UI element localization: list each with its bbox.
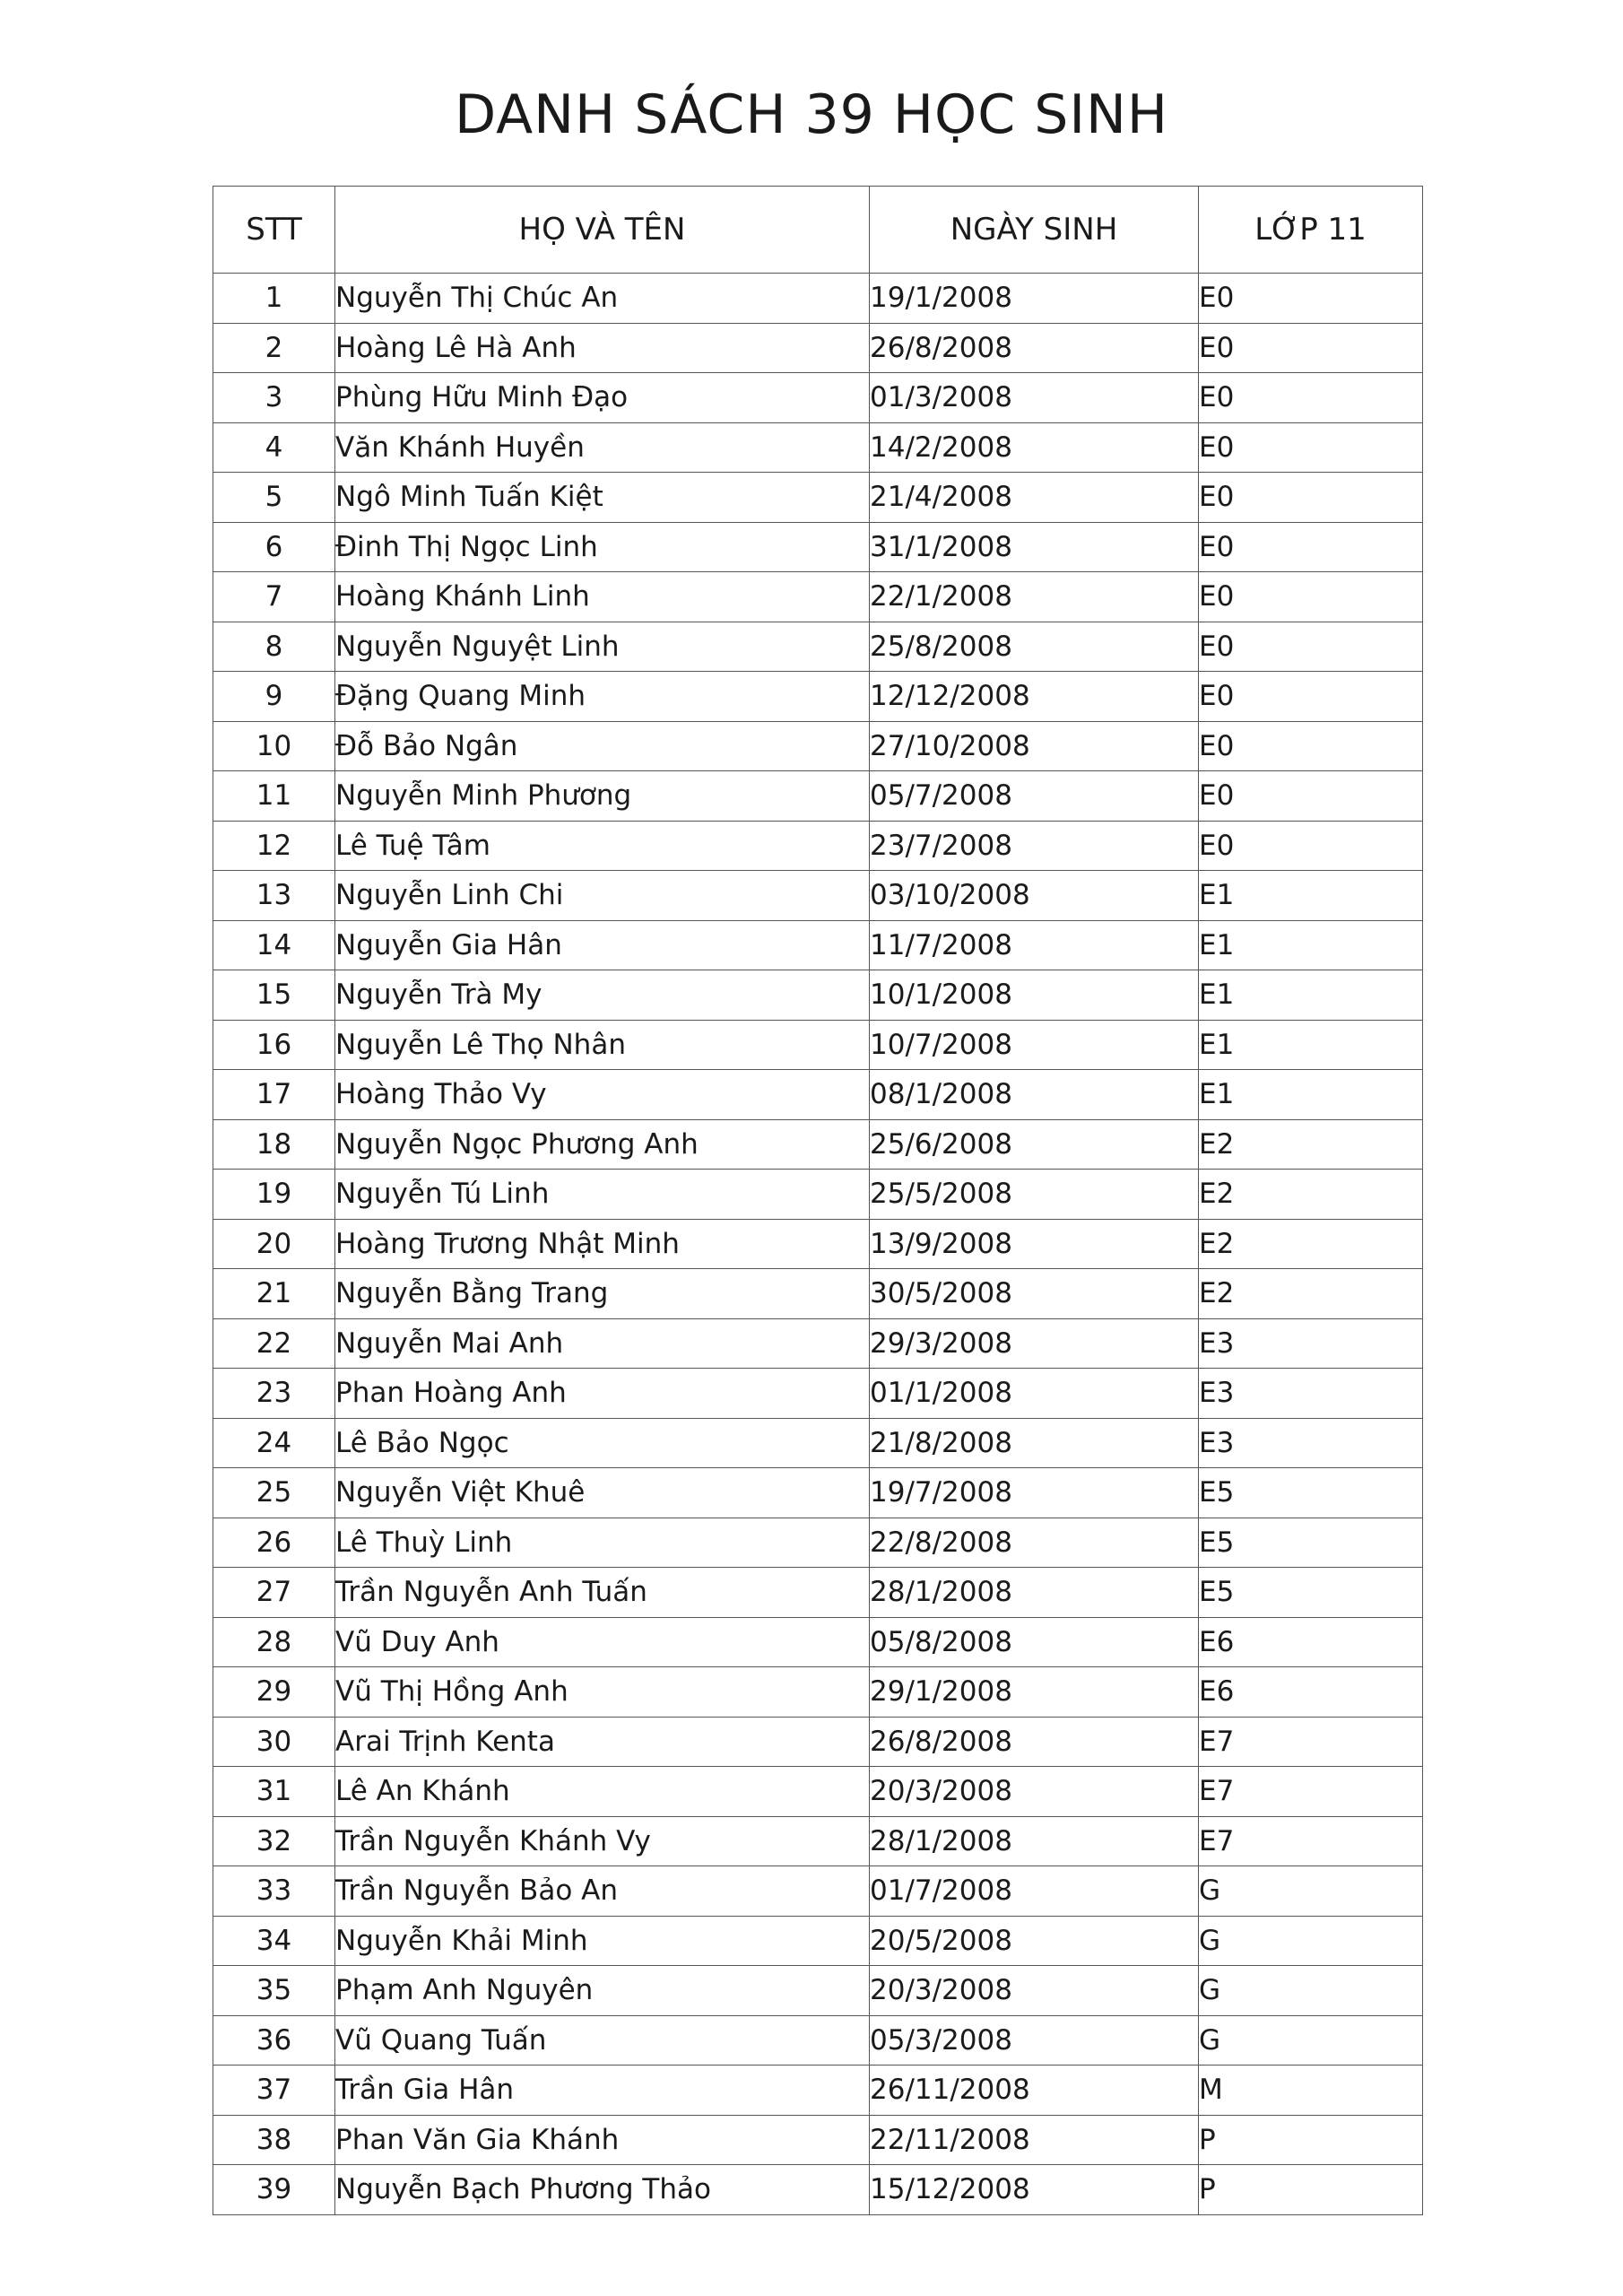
cell-date-of-birth: 28/1/2008 xyxy=(870,1816,1199,1866)
cell-class: E0 xyxy=(1199,672,1423,722)
table-row xyxy=(213,672,1423,722)
cell-class: E1 xyxy=(1199,1020,1423,1070)
cell-date-of-birth: 10/1/2008 xyxy=(870,970,1199,1021)
table-row xyxy=(213,572,1423,622)
cell-stt: 2 xyxy=(213,323,335,373)
cell-full-name: Nguyễn Thị Chúc An xyxy=(335,274,870,324)
cell-stt: 4 xyxy=(213,422,335,473)
cell-full-name: Nguyễn Khải Minh xyxy=(335,1916,870,1966)
cell-stt: 3 xyxy=(213,373,335,423)
cell-date-of-birth: 05/8/2008 xyxy=(870,1617,1199,1667)
table-row xyxy=(213,422,1423,473)
table-header-row xyxy=(213,187,1423,274)
cell-stt: 9 xyxy=(213,672,335,722)
cell-date-of-birth: 25/8/2008 xyxy=(870,622,1199,672)
table-row xyxy=(213,1667,1423,1718)
cell-class: E5 xyxy=(1199,1518,1423,1568)
cell-full-name: Đinh Thị Ngọc Linh xyxy=(335,522,870,572)
cell-stt: 34 xyxy=(213,1916,335,1966)
cell-full-name: Nguyễn Linh Chi xyxy=(335,871,870,921)
cell-stt: 12 xyxy=(213,821,335,871)
cell-class: E5 xyxy=(1199,1568,1423,1618)
table-row xyxy=(213,1816,1423,1866)
cell-date-of-birth: 19/1/2008 xyxy=(870,274,1199,324)
cell-date-of-birth: 11/7/2008 xyxy=(870,920,1199,970)
cell-full-name: Trần Nguyễn Anh Tuấn xyxy=(335,1568,870,1618)
cell-stt: 8 xyxy=(213,622,335,672)
cell-class: E1 xyxy=(1199,1070,1423,1120)
cell-class: E0 xyxy=(1199,522,1423,572)
cell-date-of-birth: 05/7/2008 xyxy=(870,771,1199,822)
table-header xyxy=(213,187,1423,274)
cell-stt: 13 xyxy=(213,871,335,921)
cell-full-name: Trần Gia Hân xyxy=(335,2066,870,2116)
table-row xyxy=(213,1219,1423,1269)
cell-stt: 6 xyxy=(213,522,335,572)
cell-date-of-birth: 21/8/2008 xyxy=(870,1418,1199,1468)
table-row xyxy=(213,274,1423,324)
cell-date-of-birth: 29/3/2008 xyxy=(870,1318,1199,1369)
cell-stt: 25 xyxy=(213,1468,335,1518)
cell-class: E0 xyxy=(1199,422,1423,473)
cell-date-of-birth: 27/10/2008 xyxy=(870,721,1199,771)
cell-class: E0 xyxy=(1199,473,1423,523)
table-row xyxy=(213,1518,1423,1568)
table-row xyxy=(213,2165,1423,2215)
cell-date-of-birth: 22/1/2008 xyxy=(870,572,1199,622)
cell-full-name: Nguyễn Bạch Phương Thảo xyxy=(335,2165,870,2215)
table-row xyxy=(213,1119,1423,1170)
cell-class: G xyxy=(1199,1966,1423,2016)
cell-stt: 37 xyxy=(213,2066,335,2116)
cell-stt: 17 xyxy=(213,1070,335,1120)
cell-full-name: Phan Hoàng Anh xyxy=(335,1369,870,1419)
cell-date-of-birth: 23/7/2008 xyxy=(870,821,1199,871)
cell-class: E0 xyxy=(1199,721,1423,771)
cell-full-name: Lê Thuỳ Linh xyxy=(335,1518,870,1568)
table-row xyxy=(213,821,1423,871)
cell-full-name: Phan Văn Gia Khánh xyxy=(335,2115,870,2165)
table-row xyxy=(213,2115,1423,2165)
cell-full-name: Đặng Quang Minh xyxy=(335,672,870,722)
cell-stt: 18 xyxy=(213,1119,335,1170)
cell-class: E0 xyxy=(1199,323,1423,373)
cell-stt: 27 xyxy=(213,1568,335,1618)
table-row xyxy=(213,323,1423,373)
cell-full-name: Nguyễn Tú Linh xyxy=(335,1170,870,1220)
cell-stt: 5 xyxy=(213,473,335,523)
table-row xyxy=(213,1468,1423,1518)
cell-date-of-birth: 22/11/2008 xyxy=(870,2115,1199,2165)
cell-date-of-birth: 29/1/2008 xyxy=(870,1667,1199,1718)
cell-stt: 21 xyxy=(213,1269,335,1319)
table-row xyxy=(213,1070,1423,1120)
cell-stt: 10 xyxy=(213,721,335,771)
cell-class: E1 xyxy=(1199,970,1423,1021)
cell-date-of-birth: 25/6/2008 xyxy=(870,1119,1199,1170)
cell-full-name: Nguyễn Ngọc Phương Anh xyxy=(335,1119,870,1170)
cell-full-name: Văn Khánh Huyền xyxy=(335,422,870,473)
cell-full-name: Trần Nguyễn Bảo An xyxy=(335,1866,870,1917)
cell-class: E2 xyxy=(1199,1170,1423,1220)
cell-stt: 26 xyxy=(213,1518,335,1568)
table-row xyxy=(213,622,1423,672)
cell-date-of-birth: 03/10/2008 xyxy=(870,871,1199,921)
cell-date-of-birth: 21/4/2008 xyxy=(870,473,1199,523)
cell-class: E0 xyxy=(1199,821,1423,871)
cell-stt: 19 xyxy=(213,1170,335,1220)
cell-full-name: Đỗ Bảo Ngân xyxy=(335,721,870,771)
cell-stt: 22 xyxy=(213,1318,335,1369)
cell-date-of-birth: 25/5/2008 xyxy=(870,1170,1199,1220)
cell-class: P xyxy=(1199,2115,1423,2165)
cell-full-name: Vũ Thị Hồng Anh xyxy=(335,1667,870,1718)
table-row xyxy=(213,871,1423,921)
cell-class: E0 xyxy=(1199,771,1423,822)
cell-stt: 14 xyxy=(213,920,335,970)
cell-class: E0 xyxy=(1199,622,1423,672)
cell-full-name: Ngô Minh Tuấn Kiệt xyxy=(335,473,870,523)
cell-date-of-birth: 22/8/2008 xyxy=(870,1518,1199,1568)
table-row xyxy=(213,373,1423,423)
table-row xyxy=(213,2066,1423,2116)
cell-full-name: Lê An Khánh xyxy=(335,1767,870,1817)
table-row xyxy=(213,1866,1423,1917)
cell-stt: 36 xyxy=(213,2015,335,2066)
cell-class: E7 xyxy=(1199,1717,1423,1767)
cell-stt: 28 xyxy=(213,1617,335,1667)
cell-date-of-birth: 08/1/2008 xyxy=(870,1070,1199,1120)
header-date-of-birth: NGÀY SINH xyxy=(870,187,1199,274)
cell-stt: 29 xyxy=(213,1667,335,1718)
table-row xyxy=(213,1717,1423,1767)
cell-stt: 16 xyxy=(213,1020,335,1070)
cell-full-name: Hoàng Khánh Linh xyxy=(335,572,870,622)
cell-stt: 11 xyxy=(213,771,335,822)
table-row xyxy=(213,1617,1423,1667)
cell-date-of-birth: 13/9/2008 xyxy=(870,1219,1199,1269)
cell-date-of-birth: 26/8/2008 xyxy=(870,1717,1199,1767)
cell-class: M xyxy=(1199,2066,1423,2116)
cell-stt: 20 xyxy=(213,1219,335,1269)
table-row xyxy=(213,1418,1423,1468)
table-row xyxy=(213,771,1423,822)
cell-stt: 15 xyxy=(213,970,335,1021)
cell-full-name: Arai Trịnh Kenta xyxy=(335,1717,870,1767)
cell-full-name: Nguyễn Việt Khuê xyxy=(335,1468,870,1518)
table-row xyxy=(213,1170,1423,1220)
table-row xyxy=(213,1369,1423,1419)
table-row xyxy=(213,2015,1423,2066)
cell-date-of-birth: 20/5/2008 xyxy=(870,1916,1199,1966)
cell-date-of-birth: 15/12/2008 xyxy=(870,2165,1199,2215)
cell-date-of-birth: 20/3/2008 xyxy=(870,1767,1199,1817)
cell-date-of-birth: 31/1/2008 xyxy=(870,522,1199,572)
cell-class: E7 xyxy=(1199,1816,1423,1866)
cell-full-name: Lê Bảo Ngọc xyxy=(335,1418,870,1468)
cell-stt: 31 xyxy=(213,1767,335,1817)
cell-stt: 30 xyxy=(213,1717,335,1767)
cell-date-of-birth: 30/5/2008 xyxy=(870,1269,1199,1319)
cell-date-of-birth: 01/1/2008 xyxy=(870,1369,1199,1419)
table-row xyxy=(213,473,1423,523)
cell-full-name: Nguyễn Lê Thọ Nhân xyxy=(335,1020,870,1070)
cell-class: E6 xyxy=(1199,1617,1423,1667)
header-class: LỚP 11 xyxy=(1199,187,1423,274)
cell-date-of-birth: 10/7/2008 xyxy=(870,1020,1199,1070)
cell-full-name: Nguyễn Bằng Trang xyxy=(335,1269,870,1319)
table-body xyxy=(213,274,1423,2215)
table-row xyxy=(213,1318,1423,1369)
cell-full-name: Nguyễn Mai Anh xyxy=(335,1318,870,1369)
cell-full-name: Trần Nguyễn Khánh Vy xyxy=(335,1816,870,1866)
cell-date-of-birth: 14/2/2008 xyxy=(870,422,1199,473)
cell-stt: 32 xyxy=(213,1816,335,1866)
cell-class: E0 xyxy=(1199,373,1423,423)
table-row xyxy=(213,1966,1423,2016)
cell-full-name: Hoàng Lê Hà Anh xyxy=(335,323,870,373)
cell-class: E1 xyxy=(1199,871,1423,921)
cell-full-name: Nguyễn Trà My xyxy=(335,970,870,1021)
cell-class: E0 xyxy=(1199,274,1423,324)
cell-full-name: Nguyễn Minh Phương xyxy=(335,771,870,822)
table-row xyxy=(213,1269,1423,1319)
table-row xyxy=(213,1568,1423,1618)
cell-class: E3 xyxy=(1199,1369,1423,1419)
table-row xyxy=(213,1020,1423,1070)
cell-class: G xyxy=(1199,1866,1423,1917)
cell-class: E2 xyxy=(1199,1219,1423,1269)
cell-class: E3 xyxy=(1199,1418,1423,1468)
cell-date-of-birth: 12/12/2008 xyxy=(870,672,1199,722)
cell-stt: 7 xyxy=(213,572,335,622)
cell-class: E1 xyxy=(1199,920,1423,970)
cell-full-name: Nguyễn Gia Hân xyxy=(335,920,870,970)
header-full-name: HỌ VÀ TÊN xyxy=(335,187,870,274)
student-table xyxy=(213,186,1423,2215)
cell-class: E5 xyxy=(1199,1468,1423,1518)
document-title: DANH SÁCH 39 HỌC SINH xyxy=(454,83,1169,146)
cell-full-name: Vũ Duy Anh xyxy=(335,1617,870,1667)
cell-class: G xyxy=(1199,2015,1423,2066)
cell-stt: 1 xyxy=(213,274,335,324)
cell-class: E2 xyxy=(1199,1119,1423,1170)
cell-full-name: Lê Tuệ Tâm xyxy=(335,821,870,871)
table-row xyxy=(213,1916,1423,1966)
cell-full-name: Vũ Quang Tuấn xyxy=(335,2015,870,2066)
cell-date-of-birth: 01/3/2008 xyxy=(870,373,1199,423)
cell-full-name: Hoàng Thảo Vy xyxy=(335,1070,870,1120)
cell-class: E6 xyxy=(1199,1667,1423,1718)
cell-date-of-birth: 05/3/2008 xyxy=(870,2015,1199,2066)
cell-stt: 23 xyxy=(213,1369,335,1419)
cell-full-name: Phạm Anh Nguyên xyxy=(335,1966,870,2016)
cell-class: E3 xyxy=(1199,1318,1423,1369)
cell-date-of-birth: 26/11/2008 xyxy=(870,2066,1199,2116)
cell-stt: 33 xyxy=(213,1866,335,1917)
cell-class: E0 xyxy=(1199,572,1423,622)
cell-date-of-birth: 01/7/2008 xyxy=(870,1866,1199,1917)
table-row xyxy=(213,721,1423,771)
cell-stt: 24 xyxy=(213,1418,335,1468)
cell-date-of-birth: 26/8/2008 xyxy=(870,323,1199,373)
cell-stt: 38 xyxy=(213,2115,335,2165)
cell-date-of-birth: 28/1/2008 xyxy=(870,1568,1199,1618)
table-row xyxy=(213,1767,1423,1817)
cell-class: E7 xyxy=(1199,1767,1423,1817)
table-row xyxy=(213,920,1423,970)
cell-full-name: Phùng Hữu Minh Đạo xyxy=(335,373,870,423)
cell-stt: 39 xyxy=(213,2165,335,2215)
cell-class: P xyxy=(1199,2165,1423,2215)
cell-date-of-birth: 20/3/2008 xyxy=(870,1966,1199,2016)
cell-full-name: Nguyễn Nguyệt Linh xyxy=(335,622,870,672)
cell-full-name: Hoàng Trương Nhật Minh xyxy=(335,1219,870,1269)
header-stt: STT xyxy=(213,187,335,274)
cell-date-of-birth: 19/7/2008 xyxy=(870,1468,1199,1518)
cell-stt: 35 xyxy=(213,1966,335,2016)
cell-class: G xyxy=(1199,1916,1423,1966)
table-row xyxy=(213,970,1423,1021)
cell-class: E2 xyxy=(1199,1269,1423,1319)
table-row xyxy=(213,522,1423,572)
